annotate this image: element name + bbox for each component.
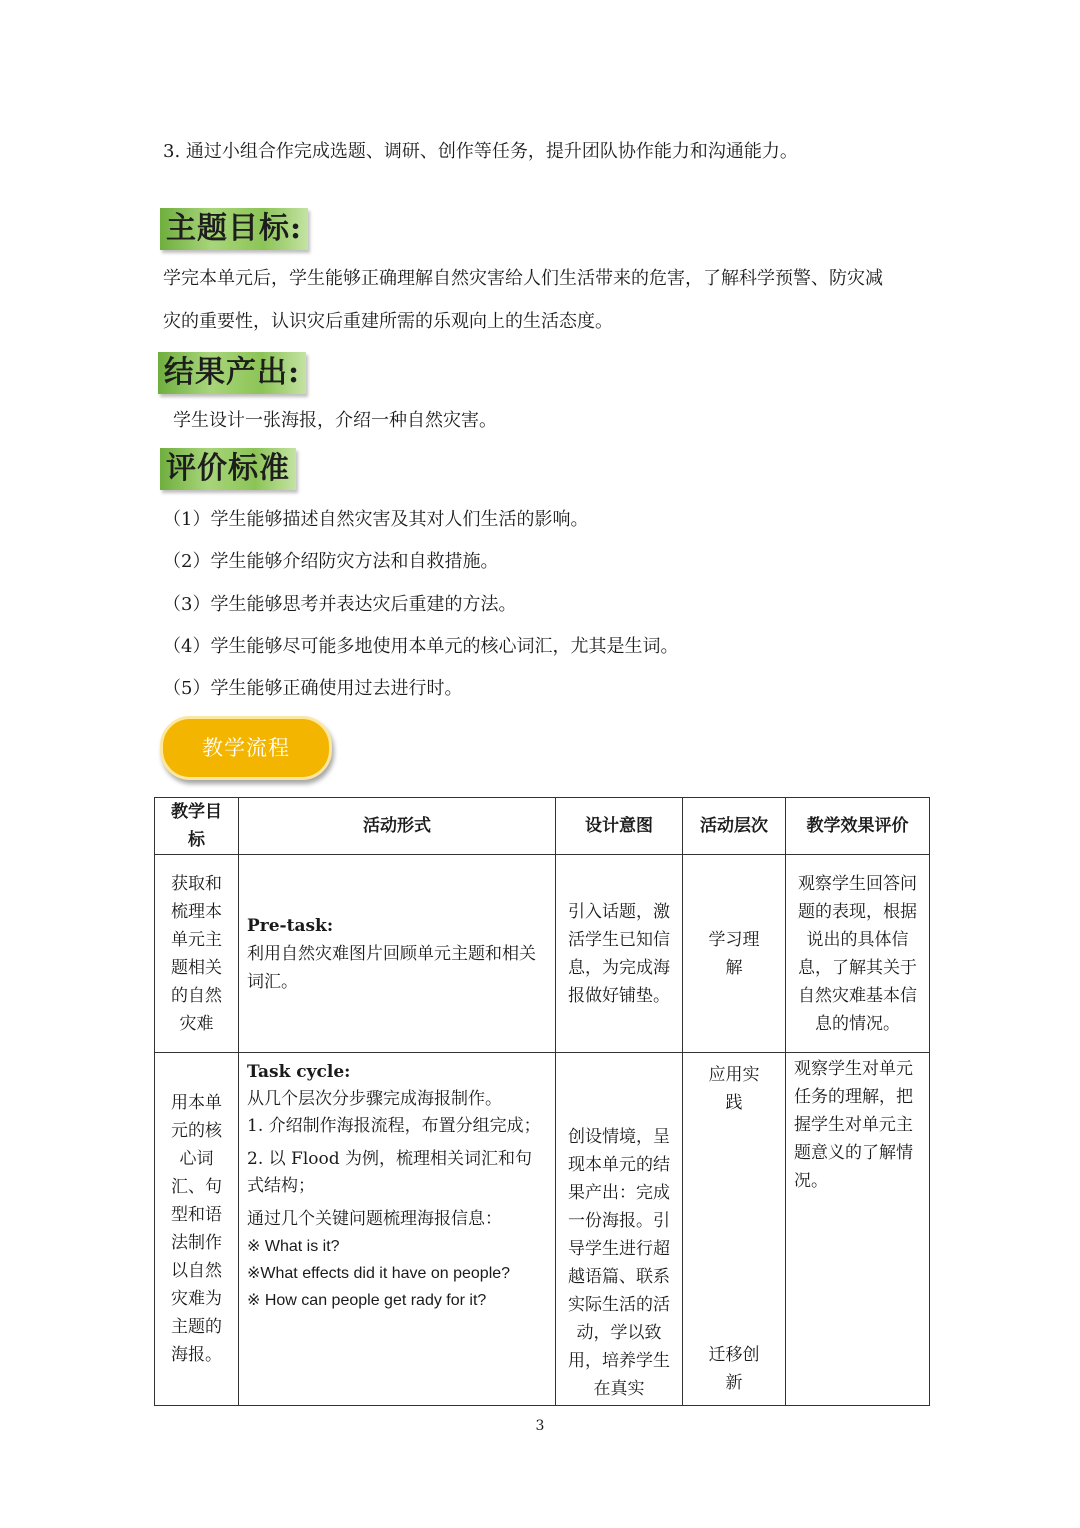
row2-evaluation: 观察学生对单元任务的理解，把握学生对单元主题意义的了解情况。 <box>786 1053 930 1406</box>
table-row <box>155 855 930 1053</box>
header-objective: 教学目标 <box>155 798 239 855</box>
header-evaluation: 教学效果评价 <box>786 798 930 855</box>
row2-question-2: ※What effects did it have on people? <box>247 1265 511 1282</box>
row2-level <box>683 1053 786 1406</box>
row2-activity-line-4: 通过几个关键问题梳理海报信息： <box>247 1209 502 1229</box>
page-number: 3 <box>535 1418 545 1434</box>
criteria-item-5: （5）学生能够正确使用过去进行时。 <box>163 678 463 699</box>
goal-line-1: 学完本单元后，学生能够正确理解自然灾害给人们生活带来的危害，了解科学预警、防灾减 <box>163 268 883 289</box>
row2-activity-line-1: 从几个层次分步骤完成海报制作。 <box>247 1089 502 1109</box>
row1-activity-line: 利用自然灾难图片回顾单元主题和相关词汇。 <box>247 943 536 992</box>
goal-line-2: 灾的重要性，认识灾后重建所需的乐观向上的生活态度。 <box>163 311 613 332</box>
criteria-item-2: （2）学生能够介绍防灾方法和自救措施。 <box>163 551 499 572</box>
row1-level: 学习理解 <box>683 855 786 1053</box>
criteria-item-4: （4）学生能够尽可能多地使用本单元的核心词汇，尤其是生词。 <box>163 636 679 657</box>
goal-heading: 主题目标: <box>160 208 308 250</box>
criteria-item-1: （1）学生能够描述自然灾害及其对人们生活的影响。 <box>163 509 589 530</box>
row2-level-bottom: 迁移创新 <box>708 1345 760 1393</box>
row2-objective: 用本单元的核心词汇、句型和语法制作以自然灾难为主题的海报。 <box>155 1053 239 1406</box>
row2-question-1: ※ What is it? <box>247 1238 340 1255</box>
row1-objective: 获取和梳理本单元主题相关的自然灾难 <box>155 855 239 1053</box>
row2-activity-line-2: 1. 介绍制作海报流程，布置分组完成； <box>247 1116 541 1136</box>
intro-item: 3. 通过小组合作完成选题、调研、创作等任务，提升团队协作能力和沟通能力。 <box>163 141 798 162</box>
output-text: 学生设计一张海报，介绍一种自然灾害。 <box>173 410 497 431</box>
row1-evaluation: 观察学生回答问题的表现，根据说出的具体信息，了解其关于自然灾难基本信息的情况。 <box>786 855 930 1053</box>
row1-activity <box>239 855 556 1053</box>
teaching-flow-label: 教学流程 <box>160 716 332 780</box>
criteria-item-3: （3）学生能够思考并表达灾后重建的方法。 <box>163 594 517 615</box>
header-level: 活动层次 <box>683 798 786 855</box>
row2-activity-line-3: 2. 以 Flood 为例，梳理相关词汇和句式结构； <box>247 1149 533 1196</box>
criteria-heading: 评价标准 <box>160 448 296 490</box>
row2-question-3: ※ How can people get rady for it? <box>247 1292 487 1309</box>
row2-intent: 创设情境，呈现本单元的结果产出：完成一份海报。引导学生进行超越语篇、联系实际生活的活动，学以致用，培养学生在真实 <box>556 1053 683 1406</box>
header-activity: 活动形式 <box>239 798 556 855</box>
row2-activity-title: Task cycle: <box>247 1062 351 1082</box>
header-intent: 设计意图 <box>556 798 683 855</box>
table-header-row <box>155 798 930 855</box>
teaching-flow-table <box>154 797 930 1406</box>
table-row <box>155 1053 930 1406</box>
row2-level-top: 应用实践 <box>708 1065 760 1113</box>
row2-activity <box>239 1053 556 1406</box>
row1-activity-title: Pre-task: <box>247 915 334 936</box>
output-heading: 结果产出: <box>158 352 306 394</box>
row1-intent: 引入话题，激活学生已知信息，为完成海报做好铺垫。 <box>556 855 683 1053</box>
